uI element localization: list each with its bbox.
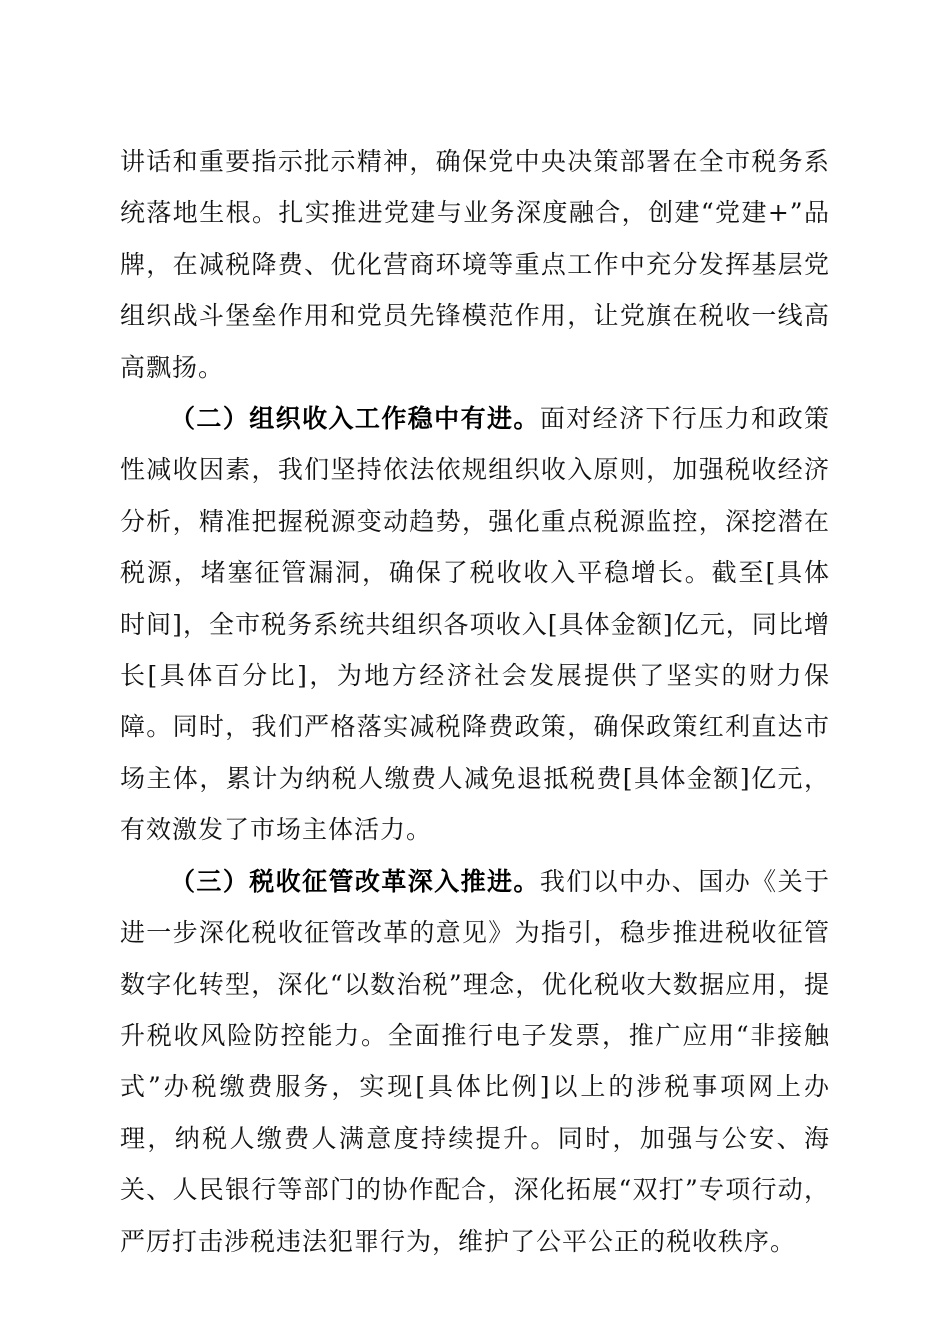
paragraph-text: 面对经济下行压力和政策性减收因素，我们坚持依法依规组织收入原则，加强税收经济分析，精准把握税源变动趋势，强化重点税源监控，深挖潜在税源，堵塞征管漏洞，确保了税收收入平稳增长。截至[具体时间]，全市税务系统共组织各项收入[具体金额]亿元，同比增长[具体百分比]，为地方经济社会发展提供了坚实的财力保障。同时，我们严格落实减税降费政策，确保政策红利直达市场主体，累计为纳税人缴费人减免退抵税费[具体金额]亿元，有效激发了市场主体活力。	[120, 404, 830, 845]
paragraph-text: 我们以中办、国办《关于进一步深化税收征管改革的意见》为指引，稳步推进税收征管数字化转型，深化“以数治税”理念，优化税收大数据应用，提升税收风险防控能力。全面推行电子发票，推广应用“非接触式”办税缴费服务，实现[具体比例]以上的涉税事项网上办理，纳税人缴费人满意度持续提升。同时，加强与公安、海关、人民银行等部门的协作配合，深化拓展“双打”专项行动，严厉打击涉税违法犯罪行为，维护了公平公正的税收秩序。	[120, 866, 830, 1256]
paragraph-reform	[120, 856, 830, 1267]
document-body	[120, 136, 830, 1267]
paragraph-party-building	[120, 136, 830, 393]
paragraph-text: 讲话和重要指示批示精神，确保党中央决策部署在全市税务系统落地生根。扎实推进党建与业务深度融合，创建“党建+”品牌，在减税降费、优化营商环境等重点工作中充分发挥基层党组织战斗堡垒作用和党员先锋模范作用，让党旗在税收一线高高飘扬。	[120, 147, 830, 382]
paragraph-heading: （二）组织收入工作稳中有进。	[170, 404, 540, 434]
paragraph-heading: （三）税收征管改革深入推进。	[170, 866, 540, 896]
paragraph-revenue	[120, 393, 830, 856]
